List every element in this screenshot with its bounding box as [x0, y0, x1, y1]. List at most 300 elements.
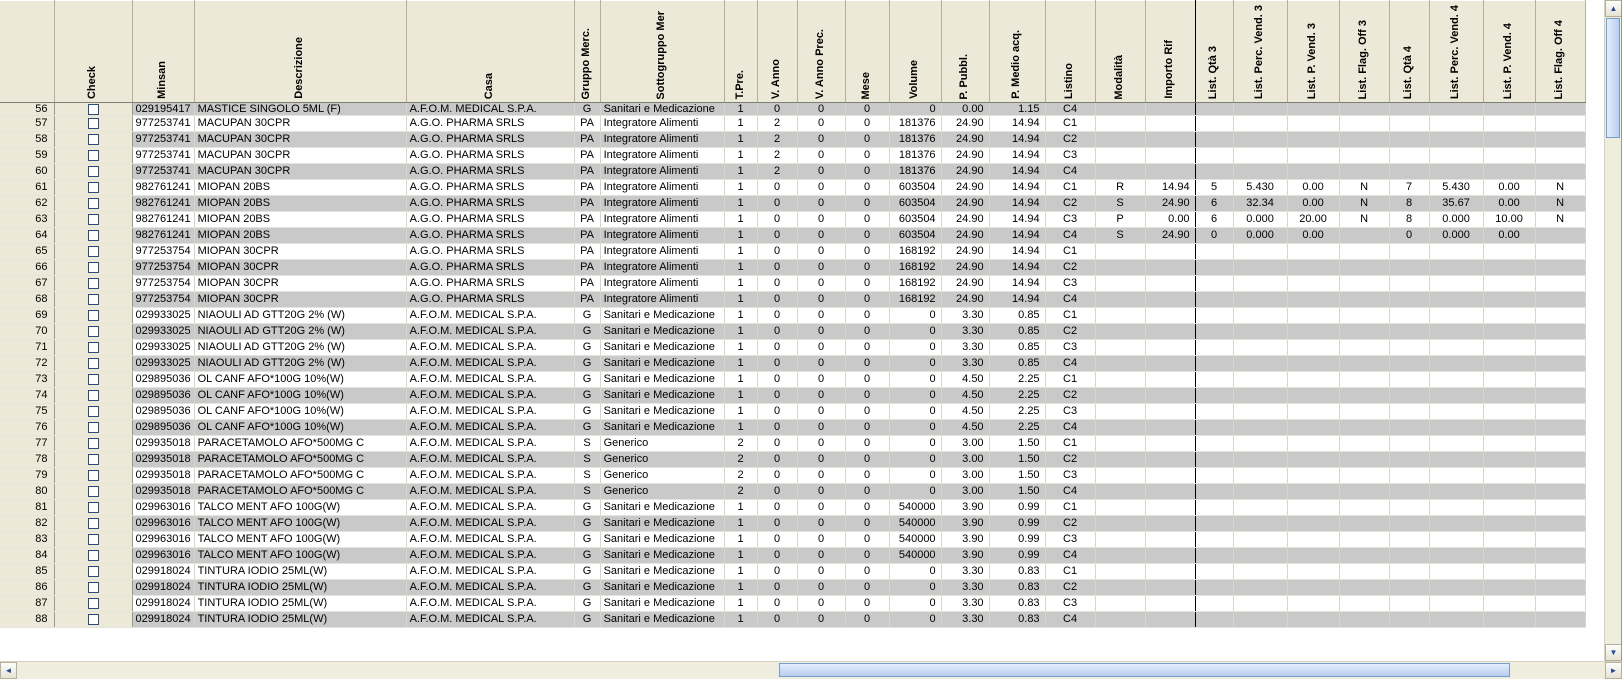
- column-header-casa[interactable]: [406, 1, 574, 103]
- table-row[interactable]: [0, 132, 1585, 148]
- checkbox-icon[interactable]: [88, 310, 99, 321]
- table-row[interactable]: [0, 103, 1585, 116]
- cell-listino: C3: [1045, 468, 1095, 484]
- table-row[interactable]: [0, 292, 1585, 308]
- cell-listpvend3: [1287, 484, 1339, 500]
- cell-ppubbl: 24.90: [941, 164, 989, 180]
- cell-pmedio: 14.94: [989, 132, 1045, 148]
- column-header-label: P. Pubbl.: [958, 53, 971, 100]
- cell-listpvend3: [1287, 564, 1339, 580]
- cell-listpvend4: [1483, 500, 1535, 516]
- checkbox-icon[interactable]: [88, 342, 99, 353]
- cell-listqta3: [1195, 308, 1233, 324]
- cell-importorif: [1145, 276, 1195, 292]
- row-checkbox[interactable]: [54, 196, 132, 212]
- checkbox-icon[interactable]: [88, 566, 99, 577]
- cell-listflag3: [1339, 340, 1389, 356]
- row-checkbox[interactable]: [54, 244, 132, 260]
- cell-pmedio: 14.94: [989, 164, 1045, 180]
- column-header-minsan[interactable]: [132, 1, 194, 103]
- checkbox-icon[interactable]: [88, 182, 99, 193]
- cell-minsan: 982761241: [132, 180, 194, 196]
- table-row[interactable]: [0, 596, 1585, 612]
- cell-minsan: 029895036: [132, 372, 194, 388]
- cell-ppubbl: 3.30: [941, 356, 989, 372]
- cell-ppubbl: 0.00: [941, 103, 989, 116]
- row-checkbox[interactable]: [54, 468, 132, 484]
- row-checkbox[interactable]: [54, 580, 132, 596]
- row-checkbox[interactable]: [54, 500, 132, 516]
- table-row[interactable]: [0, 532, 1585, 548]
- row-checkbox[interactable]: [54, 103, 132, 116]
- table-row[interactable]: [0, 372, 1585, 388]
- cell-listino: C3: [1045, 276, 1095, 292]
- cell-pmedio: 0.99: [989, 516, 1045, 532]
- column-header-label: T.Pre.: [733, 69, 746, 100]
- cell-listqta3: [1195, 164, 1233, 180]
- vertical-scrollbar[interactable]: [1604, 0, 1621, 661]
- cell-ppubbl: 3.30: [941, 308, 989, 324]
- column-header-listflag3[interactable]: [1339, 1, 1389, 103]
- cell-listflag4: [1535, 276, 1585, 292]
- row-checkbox[interactable]: [54, 276, 132, 292]
- row-checkbox[interactable]: [54, 596, 132, 612]
- checkbox-icon[interactable]: [88, 104, 99, 115]
- cell-vannoprec: 0: [797, 276, 845, 292]
- column-header-mese[interactable]: [845, 1, 889, 103]
- cell-vannoprec: 0: [797, 580, 845, 596]
- cell-listpvend3: [1287, 516, 1339, 532]
- table-row[interactable]: [0, 404, 1585, 420]
- cell-gruppo: G: [574, 548, 600, 564]
- checkbox-icon[interactable]: [88, 294, 99, 305]
- row-checkbox[interactable]: [54, 372, 132, 388]
- row-checkbox[interactable]: [54, 404, 132, 420]
- checkbox-icon[interactable]: [88, 230, 99, 241]
- row-checkbox[interactable]: [54, 324, 132, 340]
- column-header-gruppo[interactable]: [574, 1, 600, 103]
- horizontal-scroll-track[interactable]: [17, 662, 1605, 679]
- cell-listqta3: [1195, 452, 1233, 468]
- table-row[interactable]: [0, 452, 1585, 468]
- cell-casa: A.F.O.M. MEDICAL S.P.A.: [406, 564, 574, 580]
- cell-gruppo: S: [574, 484, 600, 500]
- cell-listino: C2: [1045, 196, 1095, 212]
- cell-importorif: [1145, 324, 1195, 340]
- row-checkbox[interactable]: [54, 484, 132, 500]
- column-header-check[interactable]: [54, 1, 132, 103]
- row-checkbox[interactable]: [54, 612, 132, 628]
- column-header-listflag4[interactable]: [1535, 1, 1585, 103]
- cell-vannoprec: 0: [797, 180, 845, 196]
- cell-listino: C3: [1045, 212, 1095, 228]
- column-header-vanno[interactable]: [757, 1, 797, 103]
- cell-casa: A.F.O.M. MEDICAL S.P.A.: [406, 500, 574, 516]
- cell-gruppo: PA: [574, 164, 600, 180]
- cell-casa: A.F.O.M. MEDICAL S.P.A.: [406, 452, 574, 468]
- cell-vannoprec: 0: [797, 244, 845, 260]
- cell-sottogruppo: Integratore Alimenti: [600, 196, 724, 212]
- row-checkbox[interactable]: [54, 452, 132, 468]
- cell-listqta4: [1389, 404, 1429, 420]
- row-checkbox[interactable]: [54, 308, 132, 324]
- horizontal-scrollbar[interactable]: [0, 661, 1622, 678]
- cell-descrizione: MACUPAN 30CPR: [194, 164, 406, 180]
- cell-casa: A.F.O.M. MEDICAL S.P.A.: [406, 516, 574, 532]
- cell-listqta4: [1389, 500, 1429, 516]
- cell-minsan: 977253754: [132, 276, 194, 292]
- table-row[interactable]: [0, 116, 1585, 132]
- cell-listperc3: [1233, 103, 1287, 116]
- cell-descrizione: OL CANF AFO*100G 10%(W): [194, 404, 406, 420]
- row-checkbox[interactable]: [54, 132, 132, 148]
- cell-listqta4: [1389, 452, 1429, 468]
- cell-tpre: 1: [724, 212, 757, 228]
- row-checkbox[interactable]: [54, 164, 132, 180]
- table-row[interactable]: [0, 356, 1585, 372]
- cell-sottogruppo: Integratore Alimenti: [600, 132, 724, 148]
- cell-sottogruppo: Sanitari e Medicazione: [600, 596, 724, 612]
- column-header-modalita[interactable]: [1095, 1, 1145, 103]
- column-header-label: Mese: [860, 71, 873, 100]
- cell-mese: 0: [845, 244, 889, 260]
- cell-gruppo: PA: [574, 244, 600, 260]
- table-row[interactable]: [0, 612, 1585, 628]
- cell-descrizione: MACUPAN 30CPR: [194, 148, 406, 164]
- cell-minsan: 029918024: [132, 580, 194, 596]
- cell-listperc3: [1233, 612, 1287, 628]
- cell-listpvend3: [1287, 388, 1339, 404]
- checkbox-icon[interactable]: [88, 518, 99, 529]
- checkbox-icon[interactable]: [88, 598, 99, 609]
- cell-listino: C4: [1045, 548, 1095, 564]
- cell-minsan: 977253741: [132, 164, 194, 180]
- column-header-volume[interactable]: [889, 1, 941, 103]
- cell-listqta4: [1389, 484, 1429, 500]
- cell-volume: 0: [889, 356, 941, 372]
- checkbox-icon[interactable]: [88, 486, 99, 497]
- column-header-descrizione[interactable]: [194, 1, 406, 103]
- checkbox-icon[interactable]: [88, 470, 99, 481]
- cell-listperc4: [1429, 340, 1483, 356]
- row-checkbox[interactable]: [54, 548, 132, 564]
- cell-listperc3: [1233, 564, 1287, 580]
- cell-vanno: 0: [757, 324, 797, 340]
- row-checkbox[interactable]: [54, 180, 132, 196]
- table-row[interactable]: [0, 244, 1585, 260]
- checkbox-icon[interactable]: [88, 422, 99, 433]
- cell-listperc4: [1429, 372, 1483, 388]
- cell-casa: A.F.O.M. MEDICAL S.P.A.: [406, 436, 574, 452]
- cell-casa: A.F.O.M. MEDICAL S.P.A.: [406, 388, 574, 404]
- cell-importorif: [1145, 372, 1195, 388]
- row-number: 56: [0, 103, 54, 116]
- checkbox-icon[interactable]: [88, 502, 99, 513]
- cell-listqta3: [1195, 420, 1233, 436]
- cell-minsan: 977253754: [132, 244, 194, 260]
- cell-listpvend4: [1483, 308, 1535, 324]
- cell-tpre: 1: [724, 388, 757, 404]
- cell-listino: C1: [1045, 500, 1095, 516]
- table-row[interactable]: [0, 212, 1585, 228]
- cell-listpvend3: 20.00: [1287, 212, 1339, 228]
- cell-casa: A.G.O. PHARMA SRLS: [406, 244, 574, 260]
- checkbox-icon[interactable]: [88, 374, 99, 385]
- cell-vannoprec: 0: [797, 516, 845, 532]
- table-row[interactable]: [0, 516, 1585, 532]
- checkbox-icon[interactable]: [88, 614, 99, 625]
- cell-pmedio: 1.50: [989, 452, 1045, 468]
- scroll-up-icon[interactable]: ▲: [1605, 0, 1622, 17]
- cell-listqta3: [1195, 372, 1233, 388]
- column-header-vannoprec[interactable]: [797, 1, 845, 103]
- vertical-scroll-thumb[interactable]: [1606, 18, 1620, 138]
- column-header-listperc4[interactable]: [1429, 1, 1483, 103]
- cell-volume: 0: [889, 564, 941, 580]
- checkbox-icon[interactable]: [88, 198, 99, 209]
- row-number: 70: [0, 324, 54, 340]
- cell-listpvend3: 0.00: [1287, 180, 1339, 196]
- table-row[interactable]: [0, 196, 1585, 212]
- cell-listflag3: [1339, 436, 1389, 452]
- cell-vanno: 0: [757, 180, 797, 196]
- scroll-right-icon[interactable]: ►: [1605, 662, 1622, 679]
- table-row[interactable]: [0, 436, 1585, 452]
- cell-casa: A.G.O. PHARMA SRLS: [406, 276, 574, 292]
- column-header-listino[interactable]: [1045, 1, 1095, 103]
- cell-tpre: 1: [724, 180, 757, 196]
- cell-listpvend4: [1483, 276, 1535, 292]
- cell-descrizione: OL CANF AFO*100G 10%(W): [194, 420, 406, 436]
- column-header-label: Importo Rif: [1163, 40, 1176, 100]
- cell-vannoprec: 0: [797, 500, 845, 516]
- cell-listflag3: [1339, 420, 1389, 436]
- table-row[interactable]: [0, 308, 1585, 324]
- cell-listqta3: [1195, 516, 1233, 532]
- scroll-left-icon[interactable]: ◄: [0, 662, 17, 679]
- table-row[interactable]: [0, 388, 1585, 404]
- column-header-label: Minsan: [156, 61, 169, 100]
- row-checkbox[interactable]: [54, 532, 132, 548]
- cell-listino: C2: [1045, 388, 1095, 404]
- table-row[interactable]: [0, 260, 1585, 276]
- checkbox-icon[interactable]: [88, 262, 99, 273]
- cell-minsan: 029963016: [132, 532, 194, 548]
- cell-listpvend3: [1287, 404, 1339, 420]
- cell-importorif: [1145, 260, 1195, 276]
- row-checkbox[interactable]: [54, 356, 132, 372]
- column-header-label: List. Perc. Vend. 4: [1449, 5, 1462, 100]
- cell-sottogruppo: Integratore Alimenti: [600, 164, 724, 180]
- cell-tpre: 2: [724, 468, 757, 484]
- cell-mese: 0: [845, 164, 889, 180]
- cell-gruppo: G: [574, 372, 600, 388]
- cell-tpre: 1: [724, 148, 757, 164]
- checkbox-icon[interactable]: [88, 118, 99, 129]
- checkbox-icon[interactable]: [88, 326, 99, 337]
- table-row[interactable]: [0, 148, 1585, 164]
- checkbox-icon[interactable]: [88, 214, 99, 225]
- cell-modalita: [1095, 292, 1145, 308]
- table-row[interactable]: [0, 548, 1585, 564]
- cell-listperc4: [1429, 260, 1483, 276]
- cell-listperc3: [1233, 132, 1287, 148]
- cell-modalita: [1095, 500, 1145, 516]
- cell-casa: A.F.O.M. MEDICAL S.P.A.: [406, 468, 574, 484]
- cell-volume: 0: [889, 388, 941, 404]
- checkbox-icon[interactable]: [88, 406, 99, 417]
- column-header-listqta3[interactable]: [1195, 1, 1233, 103]
- cell-vanno: 0: [757, 548, 797, 564]
- cell-tpre: 1: [724, 612, 757, 628]
- checkbox-icon[interactable]: [88, 550, 99, 561]
- cell-volume: 540000: [889, 532, 941, 548]
- checkbox-icon[interactable]: [88, 534, 99, 545]
- cell-gruppo: PA: [574, 276, 600, 292]
- cell-listpvend3: [1287, 420, 1339, 436]
- row-checkbox[interactable]: [54, 420, 132, 436]
- cell-sottogruppo: Sanitari e Medicazione: [600, 324, 724, 340]
- cell-listperc3: [1233, 388, 1287, 404]
- table-row[interactable]: [0, 500, 1585, 516]
- cell-minsan: 977253741: [132, 132, 194, 148]
- table-row[interactable]: [0, 180, 1585, 196]
- table-row[interactable]: [0, 164, 1585, 180]
- cell-listino: C2: [1045, 516, 1095, 532]
- cell-pmedio: 2.25: [989, 388, 1045, 404]
- cell-mese: 0: [845, 308, 889, 324]
- cell-mese: 0: [845, 564, 889, 580]
- cell-sottogruppo: Integratore Alimenti: [600, 276, 724, 292]
- row-checkbox[interactable]: [54, 292, 132, 308]
- cell-listperc3: 0.000: [1233, 228, 1287, 244]
- column-header-sottogruppo[interactable]: [600, 1, 724, 103]
- cell-listpvend3: [1287, 612, 1339, 628]
- row-checkbox[interactable]: [54, 260, 132, 276]
- cell-ppubbl: 3.30: [941, 580, 989, 596]
- cell-minsan: 982761241: [132, 228, 194, 244]
- cell-listqta4: [1389, 292, 1429, 308]
- cell-ppubbl: 3.30: [941, 324, 989, 340]
- column-header-ppubbl[interactable]: [941, 1, 989, 103]
- cell-listperc4: [1429, 292, 1483, 308]
- horizontal-scroll-thumb[interactable]: [779, 663, 1509, 677]
- row-checkbox[interactable]: [54, 212, 132, 228]
- column-header-label: Gruppo Merc.: [580, 27, 593, 100]
- cell-listpvend3: [1287, 372, 1339, 388]
- cell-listperc3: [1233, 404, 1287, 420]
- table-row[interactable]: [0, 228, 1585, 244]
- cell-gruppo: PA: [574, 180, 600, 196]
- cell-descrizione: PARACETAMOLO AFO*500MG C: [194, 436, 406, 452]
- table-row[interactable]: [0, 276, 1585, 292]
- cell-listperc3: 5.430: [1233, 180, 1287, 196]
- cell-listflag4: [1535, 324, 1585, 340]
- cell-tpre: 2: [724, 436, 757, 452]
- column-header-importorif[interactable]: [1145, 1, 1195, 103]
- cell-mese: 0: [845, 212, 889, 228]
- checkbox-icon[interactable]: [88, 150, 99, 161]
- cell-listpvend4: [1483, 468, 1535, 484]
- column-header-listpvend3[interactable]: [1287, 1, 1339, 103]
- row-checkbox[interactable]: [54, 116, 132, 132]
- table-row[interactable]: [0, 580, 1585, 596]
- cell-modalita: [1095, 103, 1145, 116]
- row-checkbox[interactable]: [54, 148, 132, 164]
- cell-listperc3: [1233, 596, 1287, 612]
- row-checkbox[interactable]: [54, 516, 132, 532]
- cell-ppubbl: 3.30: [941, 340, 989, 356]
- checkbox-icon[interactable]: [88, 438, 99, 449]
- row-checkbox[interactable]: [54, 388, 132, 404]
- checkbox-icon[interactable]: [88, 246, 99, 257]
- cell-mese: 0: [845, 580, 889, 596]
- row-checkbox[interactable]: [54, 340, 132, 356]
- column-header-listqta4[interactable]: [1389, 1, 1429, 103]
- checkbox-icon[interactable]: [88, 582, 99, 593]
- cell-listperc4: 5.430: [1429, 180, 1483, 196]
- cell-ppubbl: 3.90: [941, 532, 989, 548]
- cell-ppubbl: 4.50: [941, 420, 989, 436]
- checkbox-icon[interactable]: [88, 134, 99, 145]
- table-row[interactable]: [0, 468, 1585, 484]
- row-number: 83: [0, 532, 54, 548]
- table-row[interactable]: [0, 564, 1585, 580]
- checkbox-icon[interactable]: [88, 390, 99, 401]
- scroll-down-icon[interactable]: ▼: [1605, 644, 1622, 661]
- cell-listflag3: [1339, 276, 1389, 292]
- row-checkbox[interactable]: [54, 228, 132, 244]
- cell-listflag3: [1339, 404, 1389, 420]
- checkbox-icon[interactable]: [88, 358, 99, 369]
- cell-casa: A.F.O.M. MEDICAL S.P.A.: [406, 484, 574, 500]
- checkbox-icon[interactable]: [88, 454, 99, 465]
- cell-listperc3: [1233, 324, 1287, 340]
- cell-importorif: [1145, 244, 1195, 260]
- table-row[interactable]: [0, 324, 1585, 340]
- checkbox-icon[interactable]: [88, 278, 99, 289]
- cell-listflag3: [1339, 324, 1389, 340]
- row-checkbox[interactable]: [54, 564, 132, 580]
- table-row[interactable]: [0, 420, 1585, 436]
- cell-listperc3: [1233, 292, 1287, 308]
- column-header-listperc3[interactable]: [1233, 1, 1287, 103]
- column-header-listpvend4[interactable]: [1483, 1, 1535, 103]
- cell-ppubbl: 24.90: [941, 228, 989, 244]
- cell-listflag3: [1339, 260, 1389, 276]
- row-checkbox[interactable]: [54, 436, 132, 452]
- table-row[interactable]: [0, 340, 1585, 356]
- cell-listqta4: [1389, 148, 1429, 164]
- cell-importorif: 14.94: [1145, 180, 1195, 196]
- cell-modalita: [1095, 404, 1145, 420]
- cell-listperc4: [1429, 516, 1483, 532]
- cell-pmedio: 14.94: [989, 148, 1045, 164]
- cell-listperc3: [1233, 548, 1287, 564]
- cell-listperc4: [1429, 164, 1483, 180]
- checkbox-icon[interactable]: [88, 166, 99, 177]
- cell-tpre: 1: [724, 580, 757, 596]
- cell-vanno: 2: [757, 164, 797, 180]
- cell-listino: C1: [1045, 308, 1095, 324]
- cell-listqta4: [1389, 103, 1429, 116]
- table-row[interactable]: [0, 484, 1585, 500]
- cell-listpvend4: [1483, 516, 1535, 532]
- column-header-tpre[interactable]: [724, 1, 757, 103]
- cell-listqta4: [1389, 244, 1429, 260]
- column-header-pmedio[interactable]: [989, 1, 1045, 103]
- cell-listperc3: [1233, 116, 1287, 132]
